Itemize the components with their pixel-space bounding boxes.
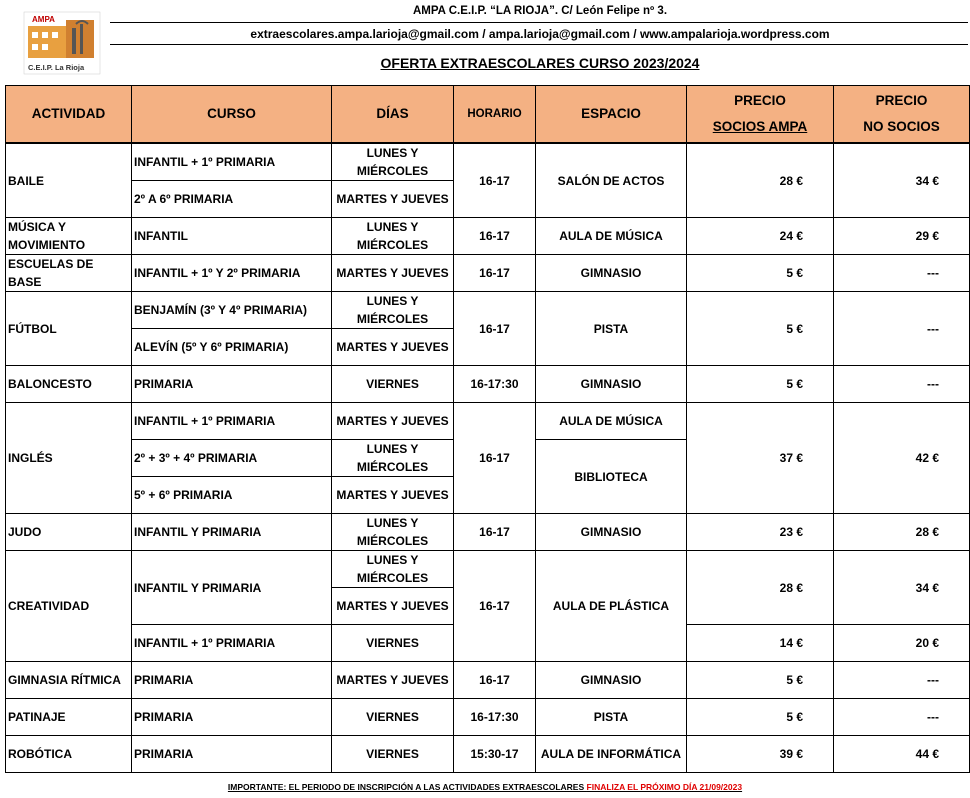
cell-espacio: PISTA [536,292,687,366]
cell-espacio: GIMNASIO [536,514,687,551]
header-espacio: ESPACIO [536,86,687,144]
cell-precio-socios: 23 € [687,514,834,551]
school-building-logo [22,10,102,76]
cell-actividad: CREATIVIDAD [6,551,132,662]
table-row [6,292,970,329]
cell-precio-socios: 5 € [687,292,834,366]
cell-horario: 16-17 [454,255,536,292]
cell-curso: 2º A 6º PRIMARIA [132,181,332,218]
header-precio-no-socios-line2: NO SOCIOS [863,119,940,134]
table-row [6,736,970,773]
cell-precio-socios: 5 € [687,699,834,736]
cell-horario: 16-17 [454,218,536,255]
table-header-row [6,86,970,144]
cell-precio-no-socios: 34 € [834,551,970,625]
cell-precio-socios: 37 € [687,403,834,514]
header-dias: DÍAS [332,86,454,144]
table-row [6,218,970,255]
table-row [6,551,970,588]
cell-dias: VIERNES [332,625,454,662]
cell-curso: INFANTIL Y PRIMARIA [132,514,332,551]
cell-precio-socios: 28 € [687,551,834,625]
cell-dias: LUNES Y MIÉRCOLES [332,440,454,477]
cell-actividad: PATINAJE [6,699,132,736]
cell-curso: ALEVÍN (5º Y 6º PRIMARIA) [132,329,332,366]
cell-actividad: ESCUELAS DE BASE [6,255,132,292]
notice-text: IMPORTANTE: EL PERIODO DE INSCRIPCIÓN A LAS ACTIVIDADES EXTRAESCOLARES [227,782,587,792]
cell-precio-no-socios: 20 € [834,625,970,662]
notice-deadline: FINALIZA EL PRÓXIMO DÍA 21/09/2023 [586,782,743,792]
cell-precio-socios: 14 € [687,625,834,662]
logo-top-text: AMPA [32,15,55,24]
cell-horario: 16-17:30 [454,366,536,403]
cell-dias: VIERNES [332,699,454,736]
table-row [6,514,970,551]
cell-curso: PRIMARIA [132,699,332,736]
header-actividad: ACTIVIDAD [6,86,132,144]
header-precio-socios-line1: PRECIO [734,93,786,108]
cell-precio-no-socios: --- [834,255,970,292]
header-precio-no-socios-line1: PRECIO [875,93,928,108]
cell-horario: 16-17 [454,551,536,662]
cell-precio-no-socios: 34 € [834,143,970,218]
cell-dias: LUNES Y MIÉRCOLES [332,143,454,181]
cell-dias: LUNES Y MIÉRCOLES [332,218,454,255]
cell-precio-socios: 24 € [687,218,834,255]
header-contacts: extraescolares.ampa.larioja@gmail.com / ampa.larioja@gmail.com / www.ampalarioja.wordpress.com [250,27,830,41]
cell-dias: MARTES Y JUEVES [332,662,454,699]
cell-dias: VIERNES [332,736,454,773]
cell-horario: 15:30-17 [454,736,536,773]
cell-precio-socios: 39 € [687,736,834,773]
header-precio-no-socios [834,86,970,144]
cell-precio-socios: 5 € [687,255,834,292]
cell-horario: 16-17 [454,292,536,366]
cell-horario: 16-17:30 [454,699,536,736]
cell-precio-no-socios: --- [834,366,970,403]
cell-actividad: FÚTBOL [6,292,132,366]
cell-horario: 16-17 [454,403,536,514]
cell-espacio: GIMNASIO [536,255,687,292]
cell-precio-no-socios: --- [834,699,970,736]
header-divider [110,22,968,23]
table-row [6,143,970,181]
cell-dias: MARTES Y JUEVES [332,181,454,218]
table-row [6,403,970,440]
cell-espacio: AULA DE MÚSICA [536,218,687,255]
cell-actividad: ROBÓTICA [6,736,132,773]
cell-precio-no-socios: --- [834,662,970,699]
cell-dias: MARTES Y JUEVES [332,403,454,440]
cell-dias: MARTES Y JUEVES [332,588,454,625]
cell-curso: INFANTIL + 1º PRIMARIA [132,625,332,662]
header-precio-socios-line2: SOCIOS AMPA [712,119,808,134]
cell-precio-no-socios: 29 € [834,218,970,255]
header-divider [110,44,968,45]
cell-curso: INFANTIL Y PRIMARIA [132,551,332,625]
cell-curso: PRIMARIA [132,662,332,699]
table-row [6,699,970,736]
cell-espacio: AULA DE PLÁSTICA [536,551,687,662]
cell-precio-socios: 5 € [687,366,834,403]
cell-horario: 16-17 [454,514,536,551]
cell-espacio: PISTA [536,699,687,736]
cell-actividad: INGLÉS [6,403,132,514]
cell-dias: MARTES Y JUEVES [332,255,454,292]
header-address: AMPA C.E.I.P. “LA RIOJA”. C/ León Felipe nº 3. [412,5,668,17]
cell-dias: VIERNES [332,366,454,403]
cell-espacio: BIBLIOTECA [536,440,687,514]
cell-espacio: GIMNASIO [536,662,687,699]
cell-precio-no-socios: 42 € [834,403,970,514]
cell-horario: 16-17 [454,662,536,699]
cell-espacio: GIMNASIO [536,366,687,403]
header-horario: HORARIO [454,86,536,144]
cell-dias: LUNES Y MIÉRCOLES [332,292,454,329]
cell-curso: INFANTIL + 1º PRIMARIA [132,143,332,181]
cell-espacio: AULA DE MÚSICA [536,403,687,440]
table-row [6,662,970,699]
logo-bottom-text: C.E.I.P. La Rioja [28,63,85,72]
cell-dias: MARTES Y JUEVES [332,477,454,514]
cell-curso: INFANTIL + 1º PRIMARIA [132,403,332,440]
table-row [6,366,970,403]
cell-dias: MARTES Y JUEVES [332,329,454,366]
cell-precio-socios: 28 € [687,143,834,218]
cell-curso: PRIMARIA [132,366,332,403]
header-precio-socios [687,86,834,144]
cell-espacio: AULA DE INFORMÁTICA [536,736,687,773]
cell-espacio: SALÓN DE ACTOS [536,143,687,218]
cell-horario: 16-17 [454,143,536,218]
registration-notice [0,782,970,792]
cell-precio-socios: 5 € [687,662,834,699]
cell-curso: INFANTIL + 1º Y 2º PRIMARIA [132,255,332,292]
cell-curso: BENJAMÍN (3º Y 4º PRIMARIA) [132,292,332,329]
cell-curso: INFANTIL [132,218,332,255]
cell-curso: PRIMARIA [132,736,332,773]
cell-actividad: GIMNASIA RÍTMICA [6,662,132,699]
cell-precio-no-socios: 44 € [834,736,970,773]
cell-actividad: MÚSICA Y MOVIMIENTO [6,218,132,255]
cell-curso: 5º + 6º PRIMARIA [132,477,332,514]
cell-precio-no-socios: --- [834,292,970,366]
header-curso: CURSO [132,86,332,144]
page-title: OFERTA EXTRAESCOLARES CURSO 2023/2024 [380,55,700,71]
cell-actividad: JUDO [6,514,132,551]
cell-actividad: BAILE [6,143,132,218]
cell-dias: LUNES Y MIÉRCOLES [332,551,454,588]
activities-table [5,85,970,773]
cell-curso: 2º + 3º + 4º PRIMARIA [132,440,332,477]
table-row [6,255,970,292]
cell-precio-no-socios: 28 € [834,514,970,551]
cell-actividad: BALONCESTO [6,366,132,403]
cell-dias: LUNES Y MIÉRCOLES [332,514,454,551]
